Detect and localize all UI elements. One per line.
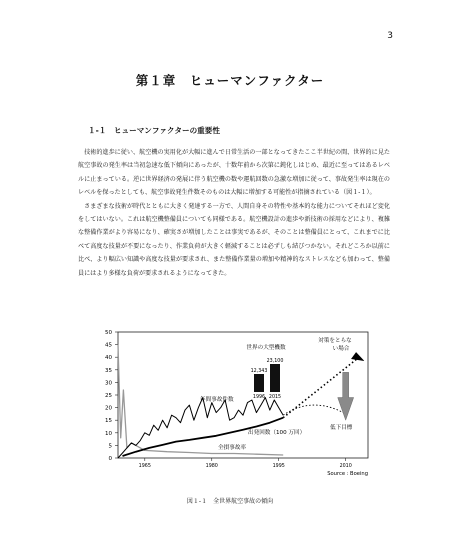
inset-bar xyxy=(254,374,264,392)
y-tick-label: 20 xyxy=(105,405,112,412)
section-heading: １-１ ヒューマンファクターの重要性 xyxy=(88,126,220,135)
y-tick-label: 10 xyxy=(105,430,112,437)
annotation-no-action-2: い場合 xyxy=(332,346,350,352)
paragraph: さまざまな技術が時代とともに大きく発達する一方で、人間自身その特性や基本的な能力についてそれほど変化をしてはいない。これは航空機整備員についても同様である。航空機設計の進歩や新技術の採用などにより、複雑な整備作業がより容易になり、確実さが増加したことは事実であるが、そのことは整備員にとって、これまでに比べて高度な技量が不要になったり、作業負荷が大きく軽減することは必ずしも結びつかない。それどころか以前に比べ、より幅広い知識や高度な技量が要求され、また整備作業量の増加や精神的なストレスなども加わって、整備員にはより多様な負荷が要求されるようになってきた。 xyxy=(78,202,390,277)
inset-bar-label: 2015 xyxy=(268,395,282,400)
chapter-title: 第１章 ヒューマンファクター xyxy=(135,73,325,88)
y-tick-label: 0 xyxy=(108,456,112,462)
y-tick-label: 15 xyxy=(105,418,112,425)
projection-arrow-head xyxy=(351,352,364,361)
paragraph: 技術的進歩に従い、航空機の実用化が大幅に進んで日常生活の一部となってきたここ半世紀の間、世界的に見た航空事故の発生率は当初急速な低下傾向にあったが、十数年前から次第に鈍化しはじめ、最近に至ってはあるレベルに止まっている。逆に世界経済の発展に伴う航空機の数や運航回数の急激な増加に従って、事故発生率は現在のレベルを保ったとしても、航空事故発生件数そのものは大幅に増加する可能性が指摘されている（図１-１）。 xyxy=(78,149,390,197)
figure-caption: 図１-１ 全世界航空事故の傾向 xyxy=(186,498,274,505)
y-tick-label: 40 xyxy=(105,355,112,362)
y-tick-label: 5 xyxy=(108,443,112,450)
y-tick-label: 25 xyxy=(105,393,112,399)
page-number: 3 xyxy=(387,31,393,41)
inset-bar-value: 12,343 xyxy=(250,369,268,374)
x-tick-label: 2010 xyxy=(339,464,352,469)
series-label-departures: 出発回数（100 万回） xyxy=(248,429,306,436)
inset-bar xyxy=(270,364,280,392)
body-text xyxy=(78,146,390,280)
x-tick-label: 1980 xyxy=(205,464,218,469)
series-label-accidents: 年間事故件数 xyxy=(200,397,234,404)
plot-frame xyxy=(118,332,368,458)
y-tick-label: 30 xyxy=(105,380,112,387)
reduction-arrow xyxy=(338,372,354,420)
chart-svg xyxy=(78,322,398,482)
x-tick-label: 1995 xyxy=(272,464,285,469)
inset-title: 世界の大型機数 xyxy=(246,345,286,351)
y-tick-label: 35 xyxy=(105,367,112,374)
y-tick-label: 50 xyxy=(105,330,112,336)
annotation-no-action-1: 対策をとらな xyxy=(318,338,352,344)
accident-trend-chart xyxy=(78,322,398,482)
annotation-target: 低下目標 xyxy=(330,424,353,431)
chart-source: Source : Boeing xyxy=(327,471,368,477)
y-tick-label: 45 xyxy=(105,342,112,349)
series-label-accident-rate: 全損事故率 xyxy=(218,444,246,451)
x-tick-label: 1965 xyxy=(138,464,151,469)
inset-bar-value: 23,100 xyxy=(266,359,284,364)
inset-bar-label: 1996 xyxy=(252,395,266,400)
